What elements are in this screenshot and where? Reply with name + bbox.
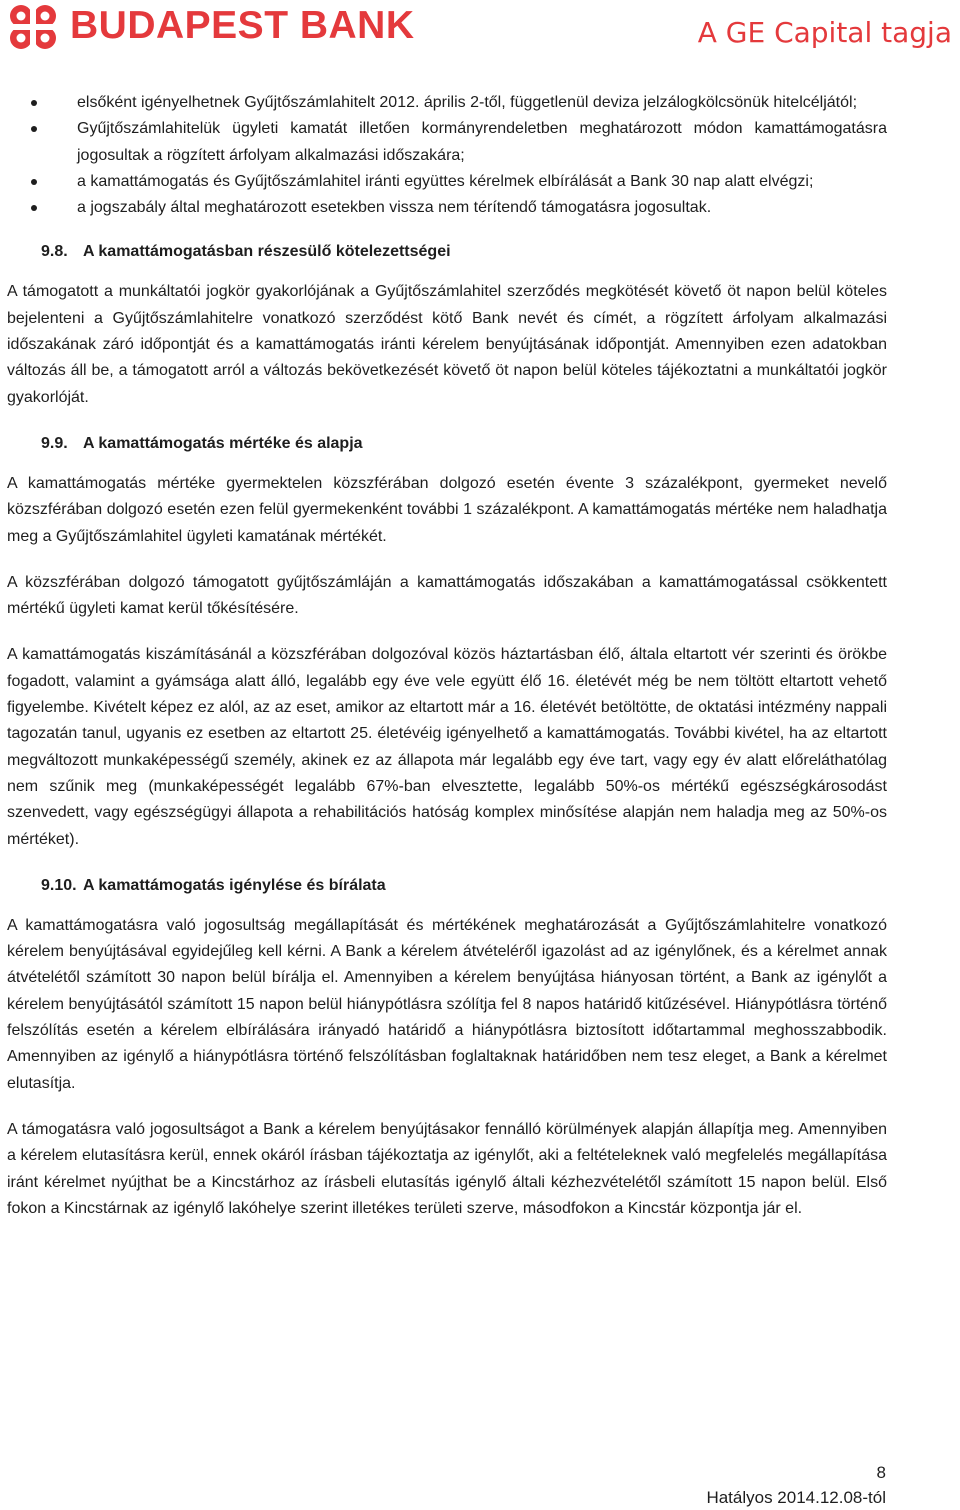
page-header (0, 0, 960, 60)
list-item-text: elsőként igényelhetnek Gyűjtőszámlahitelt 2012. április 2-től, függetlenül deviza jelzálogkölcsönük hitelcéljától; (77, 94, 858, 111)
budapest-bank-logo (6, 2, 415, 52)
list-item (7, 90, 887, 116)
section-number: 9.10. (41, 876, 77, 894)
bullet-list (7, 90, 887, 221)
section-title: A kamattámogatás mértéke és alapja (83, 434, 363, 452)
paragraph: A támogatásra való jogosultságot a Bank a kérelem benyújtásakor fennálló körülmények alapján állapítja meg. Amennyiben a kérelem elutasításra kerül, ennek okáról írásban tájékoztatja az igénylőt, aki a feltételeknek való megfelelés megállapítása iránt kérelmet nyújthat be a Kincstárhoz az írásbeli elutasítás igénylő általi kézhezvételétől számított 15 napon belül. Első fokon a Kincstárnak az igénylő lakóhelye szerint illetékes területi szerve, másodfokon a Kincstár központja jár el. (7, 1120, 887, 1217)
list-item (7, 169, 887, 195)
list-item-text: a jogszabály által meghatározott esetekben vissza nem térítendő támogatásra jogosultak. (77, 199, 712, 217)
paragraph: A kamattámogatásra való jogosultság megállapítását és mértékének meghatározását a Gyűjtőszámlahitelre vonatkozó kérelem benyújtásával egyidejűleg kell kérni. A Bank a kérelem átvételéről igazolást ad az igénylőnek, és a kérelmet annak átvételétől számított 30 napon belül bírálja el. Amennyiben a kérelem benyújtása hiányosan történt, a Bank az igénylőt a kérelem benyújtásától számított 15 napon belül hiánypótlásra szólítja fel 8 napos határidő kitűzésével. Hiánypótlásra történő felszólítás esetén a kérelem elbírálására irányadó határidő a hiánypótlásra biztosított időtartammal meghosszabbodik. Amennyiben az igénylő a hiánypótlásra történő felszólításban foglaltaknak határidőben nem tesz eleget, a Bank a kérelmet elutasítja. (7, 916, 887, 1092)
list-item (7, 195, 887, 221)
section-heading (7, 239, 887, 265)
page-number: 8 (876, 1463, 886, 1482)
section-heading (7, 431, 887, 457)
paragraph: A kamattámogatás mértéke gyermektelen közszférában dolgozó esetén évente 3 százalékpont, gyermeket nevelő közszférában dolgozó esetén ezen felül gyermekenként további 1 százalékpont. A kamattámogatás mértéke nem haladhatja meg a Gyűjtőszámlahitel ügyleti kamatának mértékét. (7, 474, 887, 545)
bank-logo-mark-icon (6, 2, 60, 52)
section-heading (7, 873, 887, 899)
bullet-icon (31, 205, 37, 211)
section-title: A kamattámogatás igénylése és bírálata (83, 876, 386, 894)
bullet-icon (31, 126, 37, 132)
document-body (7, 90, 887, 1242)
paragraph: A kamattámogatás kiszámításánál a közszférában dolgozóval közös háztartásban élő, általa eltartott vér szerinti és örökbe fogadott, valamint a gyámsága alatt álló, legalább egy éve vele együtt élő 16. életévét még be nem töltött eltartott vehető figyelembe. Kivételt képez ez alól, az az eset, amikor az eltartott már a 16. életévét betöltötte, de oktatási intézmény nappali tagozatán tanul, ugyanis ez esetben az eltartott 25. életévéig igényelhető a kamattámogatás. További kivétel, ha az eltartott megváltozott munkaképességű személy, akinek ez az állapota már legalább egy éve tart, vagy egy év alatt előreláthatólag nem szűnik meg (munkaképességét legalább 67%-ban elvesztette, legalább 50%-os mértékű egészségkárosodást szenvedett, vagy egészségügyi állapota a rehabilitációs hatóság komplex minősítése alapján nem haladja meg az 50%-os mértéket). (7, 646, 887, 848)
list-item (7, 116, 887, 169)
paragraph: A támogatott a munkáltatói jogkör gyakorlójának a Gyűjtőszámlahitel szerződés megkötését követő öt napon belül köteles bejelenteni a Gyűjtőszámlahitelre vonatkozó szerződést kötő Bank nevét és címét, a rögzített árfolyam alkalmazási időszakának záró időpontját és a kamattámogatás iránti kérelem benyújtásának időpontját. Amennyiben ezen adatokban változás áll be, a támogatott arról a változás bekövetkezését követő öt napon belül köteles tájékoztatni a munkáltatói jogkör gyakorlóját. (7, 283, 887, 406)
brand-name: BUDAPEST BANK (70, 4, 415, 47)
list-item-text: Gyűjtőszámlahitelük ügyleti kamatát illetően kormányrendeletben meghatározott módon kamattámogatásra jogosultak a rögzített árfolyam alkalmazási időszakára; (77, 120, 887, 164)
section-number: 9.8. (41, 243, 68, 261)
brand-tagline: A GE Capital tagja (697, 16, 952, 49)
paragraph: A közszférában dolgozó támogatott gyűjtőszámláján a kamattámogatás időszakában a kamattámogatással csökkentett mértékű ügyleti kamat kerül tőkésítésére. (7, 573, 887, 618)
section-number: 9.9. (41, 434, 68, 452)
list-item-text: a kamattámogatás és Gyűjtőszámlahitel iránti együttes kérelmek elbírálását a Bank 30 nap alatt elvégzi; (77, 172, 814, 190)
effective-date: Hatályos 2014.12.08-tól (706, 1488, 886, 1507)
bullet-icon (31, 100, 37, 106)
bullet-icon (31, 179, 37, 185)
page-footer (706, 1460, 886, 1510)
section-title: A kamattámogatásban részesülő kötelezettségei (83, 243, 451, 261)
